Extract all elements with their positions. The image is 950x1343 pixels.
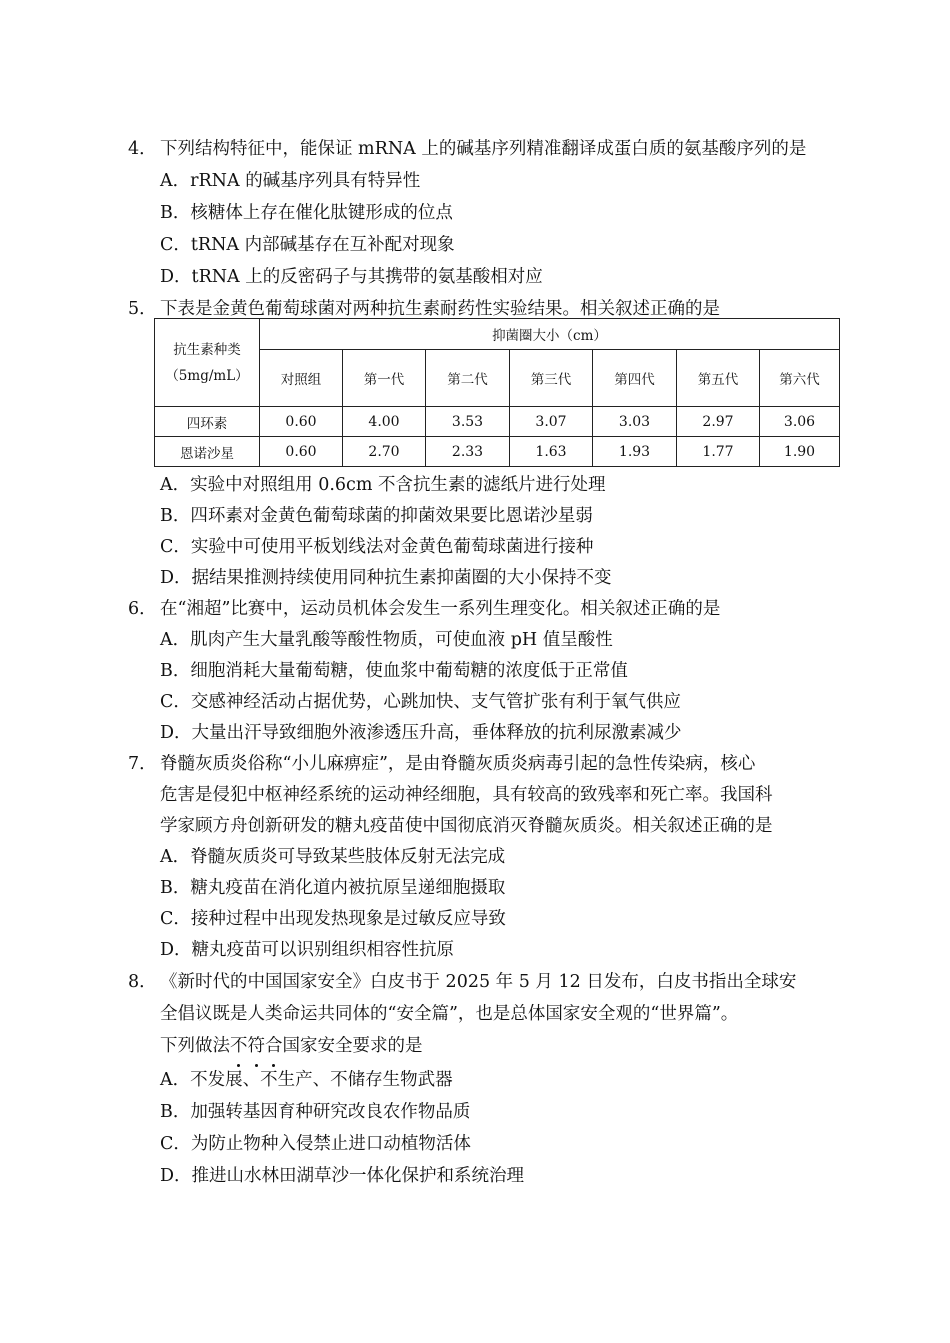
table-cell: 0.60 xyxy=(260,437,343,467)
q8-number: 8． xyxy=(128,972,157,992)
row-header-cell xyxy=(155,319,260,407)
q5-number: 5． xyxy=(128,299,157,319)
emphasis-dots xyxy=(230,1064,283,1067)
q8-stem-line2: 全倡议既是人类命运共同体的“安全篇”，也是总体国家安全观的“世界篇”。 xyxy=(160,1004,739,1024)
antibiotic-results-table xyxy=(154,318,840,467)
q7-option-a: A．脊髓灰质炎可导致某些肢体反射无法完成 xyxy=(160,847,506,867)
column-header: 第三代 xyxy=(510,350,593,407)
q8-emphasis-text: 不符合 xyxy=(230,1036,283,1056)
table-cell: 1.77 xyxy=(677,437,760,467)
q6-option-c: C．交感神经活动占据优势，心跳加快、支气管扩张有利于氧气供应 xyxy=(160,692,681,712)
group-header: 抑菌圈大小（cm） xyxy=(260,319,840,350)
q5-stem: 下表是金黄色葡萄球菌对两种抗生素耐药性实验结果。相关叙述正确的是 xyxy=(160,299,720,319)
row-header-line1: 抗生素种类 xyxy=(173,341,241,358)
q7-number: 7． xyxy=(128,754,157,774)
q4-stem: 下列结构特征中，能保证 mRNA 上的碱基序列精准翻译成蛋白质的氨基酸序列的是 xyxy=(160,139,807,159)
row-header-line2: （5mg/mL） xyxy=(165,367,249,384)
q5-option-d: D．据结果推测持续使用同种抗生素抑菌圈的大小保持不变 xyxy=(160,568,612,588)
q8-stem-line1: 《新时代的中国国家安全》白皮书于 2025 年 5 月 12 日发布，白皮书指出全球安 xyxy=(160,972,797,992)
q4-option-b: B．核糖体上存在催化肽键形成的位点 xyxy=(160,203,453,223)
column-header: 第五代 xyxy=(677,350,760,407)
q6-number: 6． xyxy=(128,599,157,619)
table-cell: 3.07 xyxy=(510,407,593,437)
column-header: 第一代 xyxy=(343,350,426,407)
table-cell: 0.60 xyxy=(260,407,343,437)
table-cell: 2.33 xyxy=(426,437,510,467)
table-cell: 3.03 xyxy=(593,407,677,437)
row-label: 四环素 xyxy=(155,407,260,437)
table-cell: 3.53 xyxy=(426,407,510,437)
q6-option-b: B．细胞消耗大量葡萄糖，使血浆中葡萄糖的浓度低于正常值 xyxy=(160,661,628,681)
row-label: 恩诺沙星 xyxy=(155,437,260,467)
table-row xyxy=(155,407,840,437)
column-header: 第四代 xyxy=(593,350,677,407)
table-row xyxy=(155,437,840,467)
q4-option-a: A．rRNA 的碱基序列具有特异性 xyxy=(160,171,421,191)
q5-option-a: A．实验中对照组用 0.6cm 不含抗生素的滤纸片进行处理 xyxy=(160,475,606,495)
q4-option-d: D．tRNA 上的反密码子与其携带的氨基酸相对应 xyxy=(160,267,543,287)
q7-stem-line3: 学家顾方舟创新研发的糖丸疫苗使中国彻底消灭脊髓灰质炎。相关叙述正确的是 xyxy=(160,816,773,836)
q8-option-a: A．不发展、不生产、不储存生物武器 xyxy=(160,1070,453,1090)
q8-option-c: C．为防止物种入侵禁止进口动植物活体 xyxy=(160,1134,471,1154)
q8-stem-post: 国家安全要求的是 xyxy=(282,1036,423,1056)
table-cell: 1.90 xyxy=(760,437,840,467)
column-header: 第二代 xyxy=(426,350,510,407)
q6-option-a: A．肌肉产生大量乳酸等酸性物质，可使血液 pH 值呈酸性 xyxy=(160,630,613,650)
q7-option-d: D．糖丸疫苗可以识别组织相容性抗原 xyxy=(160,940,455,960)
q4-number: 4． xyxy=(128,139,157,159)
table-cell: 1.63 xyxy=(510,437,593,467)
table-cell: 3.06 xyxy=(760,407,840,437)
q8-option-b: B．加强转基因育种研究改良农作物品质 xyxy=(160,1102,471,1122)
column-header: 第六代 xyxy=(760,350,840,407)
table-cell: 1.93 xyxy=(593,437,677,467)
q7-stem-line1: 脊髓灰质炎俗称“小儿麻痹症”，是由脊髓灰质炎病毒引起的急性传染病，核心 xyxy=(160,754,756,774)
table-cell: 4.00 xyxy=(343,407,426,437)
column-header: 对照组 xyxy=(260,350,343,407)
q6-stem: 在“湘超”比赛中，运动员机体会发生一系列生理变化。相关叙述正确的是 xyxy=(160,599,721,619)
q8-stem-emphasis xyxy=(230,1036,283,1056)
q4-option-c: C．tRNA 内部碱基存在互补配对现象 xyxy=(160,235,455,255)
q6-option-d: D．大量出汗导致细胞外液渗透压升高，垂体释放的抗利尿激素减少 xyxy=(160,723,682,743)
q7-option-b: B．糖丸疫苗在消化道内被抗原呈递细胞摄取 xyxy=(160,878,506,898)
q8-option-d: D．推进山水林田湖草沙一体化保护和系统治理 xyxy=(160,1166,525,1186)
q5-option-b: B．四环素对金黄色葡萄球菌的抑菌效果要比恩诺沙星弱 xyxy=(160,506,593,526)
table-cell: 2.70 xyxy=(343,437,426,467)
q8-stem-pre: 下列做法 xyxy=(160,1036,230,1056)
table-cell: 2.97 xyxy=(677,407,760,437)
q7-stem-line2: 危害是侵犯中枢神经系统的运动神经细胞，具有较高的致残率和死亡率。我国科 xyxy=(160,785,773,805)
q5-option-c: C．实验中可使用平板划线法对金黄色葡萄球菌进行接种 xyxy=(160,537,594,557)
q8-stem-line3 xyxy=(160,1034,423,1058)
q7-option-c: C．接种过程中出现发热现象是过敏反应导致 xyxy=(160,909,506,929)
